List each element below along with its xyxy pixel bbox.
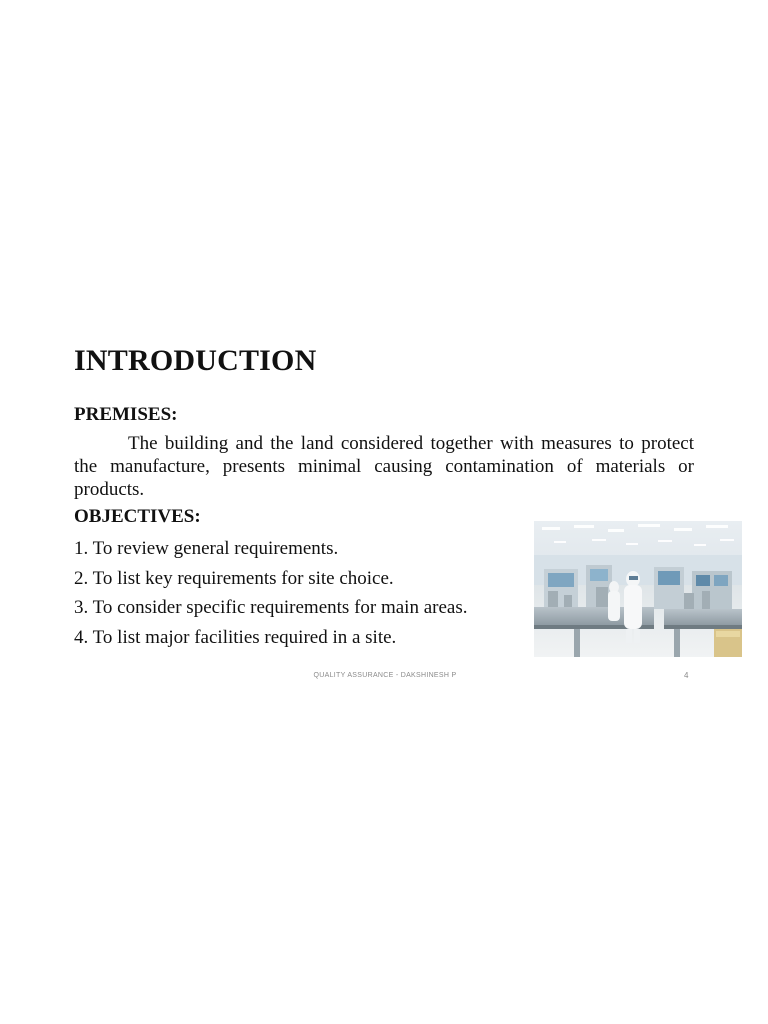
objective-item: 2. To list key requirements for site choice. (74, 567, 394, 589)
objectives-heading: OBJECTIVES: (74, 506, 201, 527)
page-number: 4 (684, 671, 689, 680)
footer-text: QUALITY ASSURANCE - DAKSHINESH P (313, 672, 457, 679)
objective-item: 1. To review general requirements. (74, 538, 339, 559)
premises-definition: The building and the land considered together with measures to protect the manufacture, presents minimal causing contamination of materials or products. (74, 433, 694, 500)
page-title: INTRODUCTION (74, 344, 317, 377)
premises-heading: PREMISES: (74, 404, 178, 425)
objective-item: 3. To consider specific requirements for main areas. (74, 597, 468, 618)
laboratory-photo (534, 521, 742, 657)
objectives-list (74, 534, 467, 652)
objective-item: 4. To list major facilities required in a site. (74, 626, 397, 648)
